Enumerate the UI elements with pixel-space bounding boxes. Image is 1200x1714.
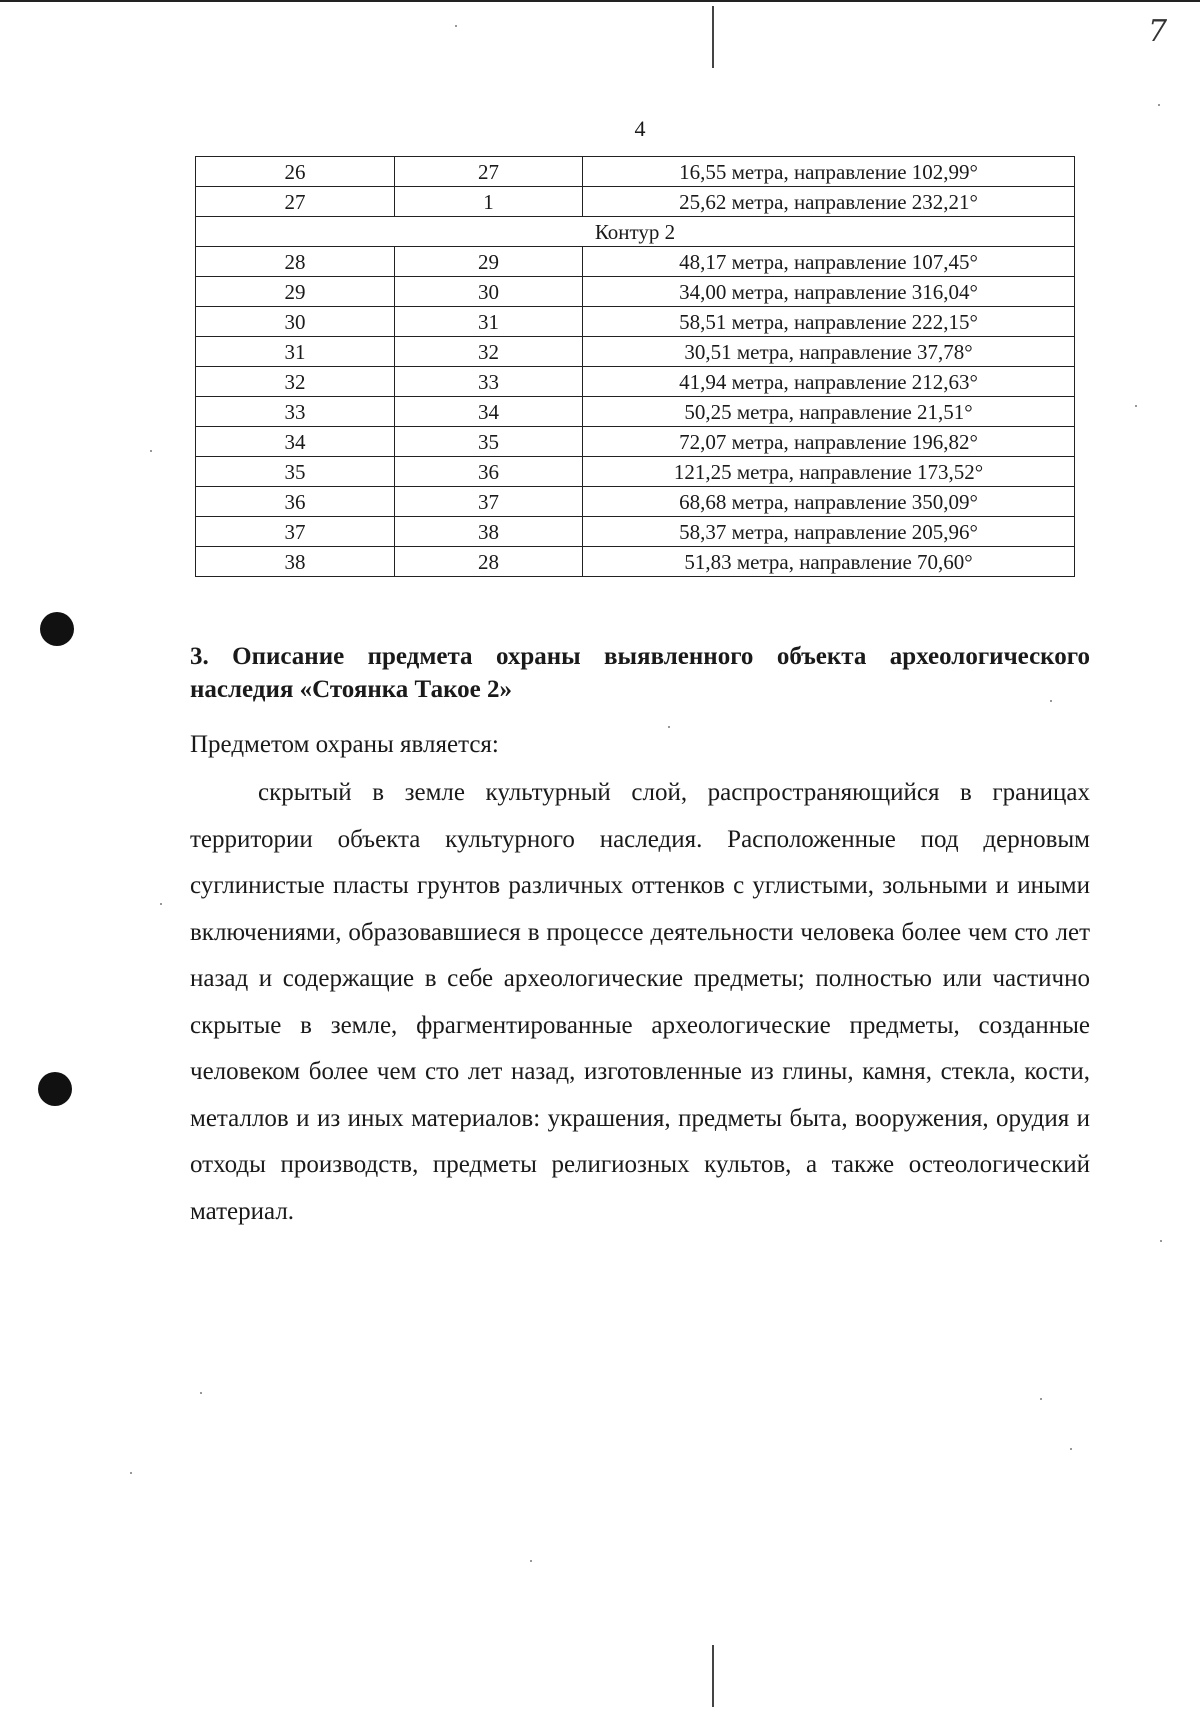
- table-row: [196, 427, 1075, 457]
- point-to-cell: 30: [395, 277, 583, 307]
- point-to-cell: 36: [395, 457, 583, 487]
- scan-speck: [200, 1392, 202, 1394]
- distance-direction-cell: 25,62 метра, направление 232,21°: [583, 187, 1075, 217]
- point-to-cell: 35: [395, 427, 583, 457]
- table-row: [196, 517, 1075, 547]
- point-from-cell: 34: [196, 427, 395, 457]
- table-row: [196, 277, 1075, 307]
- scan-speck: [160, 903, 162, 905]
- distance-direction-cell: 68,68 метра, направление 350,09°: [583, 487, 1075, 517]
- table-row: [196, 367, 1075, 397]
- table-row: [196, 397, 1075, 427]
- table-row: [196, 307, 1075, 337]
- point-from-cell: 37: [196, 517, 395, 547]
- point-from-cell: 32: [196, 367, 395, 397]
- point-from-cell: 33: [196, 397, 395, 427]
- point-from-cell: 38: [196, 547, 395, 577]
- distance-direction-cell: 58,37 метра, направление 205,96°: [583, 517, 1075, 547]
- distance-direction-cell: 72,07 метра, направление 196,82°: [583, 427, 1075, 457]
- distance-direction-cell: 50,25 метра, направление 21,51°: [583, 397, 1075, 427]
- distance-direction-cell: 48,17 метра, направление 107,45°: [583, 247, 1075, 277]
- table-row: [196, 157, 1075, 187]
- point-to-cell: 31: [395, 307, 583, 337]
- distance-direction-cell: 30,51 метра, направление 37,78°: [583, 337, 1075, 367]
- distance-direction-cell: 58,51 метра, направление 222,15°: [583, 307, 1075, 337]
- point-to-cell: 37: [395, 487, 583, 517]
- scan-speck: [668, 726, 670, 728]
- body-paragraph: скрытый в земле культурный слой, распространяющийся в границах территории объекта культурного наследия. Расположенные под дерновым суглинистые пласты грунтов различных оттенков с углистыми, зольными и иными включениями, образовавшиеся в процессе деятельности человека более чем сто лет назад и содержащие в себе археологические предметы; полностью или частично скрытые в земле, фрагментированные археологические предметы, созданные человеком более чем сто лет назад, изготовленные из глины, камня, стекла, кости, металлов и из иных материалов: украшения, предметы быта, вооружения, орудия и отходы производств, предметы религиозных культов, а также остеологический материал.: [190, 779, 1090, 1225]
- point-to-cell: 28: [395, 547, 583, 577]
- boundary-coordinates-table: [195, 156, 1075, 577]
- fold-line-bottom: [712, 1645, 714, 1707]
- point-to-cell: 1: [395, 187, 583, 217]
- point-to-cell: 32: [395, 337, 583, 367]
- point-to-cell: 38: [395, 517, 583, 547]
- distance-direction-cell: 16,55 метра, направление 102,99°: [583, 157, 1075, 187]
- table-row: [196, 487, 1075, 517]
- distance-direction-cell: 34,00 метра, направление 316,04°: [583, 277, 1075, 307]
- point-from-cell: 28: [196, 247, 395, 277]
- distance-direction-cell: 51,83 метра, направление 70,60°: [583, 547, 1075, 577]
- lead-in-line: Предметом охраны является:: [190, 731, 499, 758]
- scan-speck: [1160, 1240, 1162, 1242]
- table-row: [196, 457, 1075, 487]
- scan-speck: [1040, 1398, 1042, 1400]
- table-row: [196, 547, 1075, 577]
- table-row: [196, 337, 1075, 367]
- fold-line-top: [712, 6, 714, 68]
- contour-label: Контур 2: [196, 217, 1075, 247]
- scan-speck: [1050, 700, 1052, 702]
- punch-hole-icon: [40, 612, 74, 646]
- scan-speck: [150, 450, 152, 452]
- distance-direction-cell: 121,25 метра, направление 173,52°: [583, 457, 1075, 487]
- table-row: [196, 187, 1075, 217]
- point-from-cell: 27: [196, 187, 395, 217]
- scan-speck: [1070, 1448, 1072, 1450]
- scan-speck: [530, 1560, 532, 1562]
- scan-speck: [130, 1472, 132, 1474]
- table-row: [196, 247, 1075, 277]
- top-border-line: [0, 0, 1200, 2]
- scan-speck: [1158, 104, 1160, 106]
- handwritten-sheet-number: 7: [1148, 14, 1168, 49]
- point-to-cell: 27: [395, 157, 583, 187]
- page-number: 4: [634, 116, 646, 141]
- point-to-cell: 29: [395, 247, 583, 277]
- point-from-cell: 35: [196, 457, 395, 487]
- scan-speck: [1135, 405, 1137, 407]
- section-heading: 3. Описание предмета охраны выявленного объекта археологического наследия «Стоянка Такое 2»: [190, 643, 1090, 703]
- point-from-cell: 30: [196, 307, 395, 337]
- point-from-cell: 26: [196, 157, 395, 187]
- punch-hole-icon: [38, 1072, 72, 1106]
- point-from-cell: 36: [196, 487, 395, 517]
- contour-header-row: [196, 217, 1075, 247]
- point-from-cell: 29: [196, 277, 395, 307]
- scan-speck: [455, 25, 457, 27]
- point-to-cell: 33: [395, 367, 583, 397]
- point-from-cell: 31: [196, 337, 395, 367]
- point-to-cell: 34: [395, 397, 583, 427]
- distance-direction-cell: 41,94 метра, направление 212,63°: [583, 367, 1075, 397]
